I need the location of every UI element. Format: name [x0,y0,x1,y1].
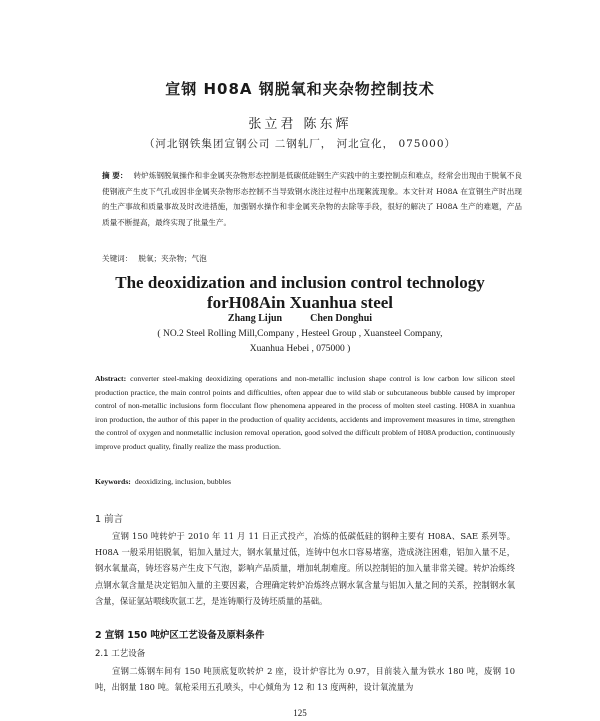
section-2-1-paragraph: 宣钢二炼钢车间有 150 吨顶底复吹转炉 2 座，设计炉容比为 0.97，目前装入量为铁水 180 吨，废钢 10 吨，出钢量 180 吨。氧枪采用五孔喷头，中心倾角为 12 和 13 度两种，设计氧流量为 [95,666,515,693]
english-affiliation [0,327,600,357]
page-number: 125 [293,708,307,718]
english-author-1: Zhang Lijun [227,313,283,324]
english-title-line1: The deoxidization and inclusion control technology [115,273,485,292]
english-keywords [95,477,515,486]
english-abstract-text: converter steel-making deoxidizing operations and non-metallic inclusion shape control is low carbon low silicon steel production practice, the main control points and difficulties, often appear due to wild slab or subcutaneous bubble caused by improper control of non-metallic inclusions form flocculant flow phenomena appeared in the process of molten steel casting. H08A in xuanhua iron production, the author of this paper in the production of quality accidents, accidents and improvement measures in time, strengthen the control of oxygen and nonmetallic inclusion removal operation, good solved the difficult problem of H08A production, continuously improve product quality, finally realize the mass production. [95,374,515,451]
chinese-abstract-text: 转炉炼钢脱氧操作和非金属夹杂物形态控制是低碳低硅钢生产实践中的主要控制点和难点，经常会出现由于脱氧不良使钢液产生皮下气孔或因非金属夹杂物形态控制不当导致钢水浇注过程中出现絮流现象。本文针对 H08A 在宣钢生产时出现的生产事故和质量事故及时改进措施，加强钢水操作和非金属夹杂物的去除等手段，很好的解决了 H08A 生产的难题，产品质量不断提高，最终实现了批量生产。 [102,171,522,227]
section-1-heading: 1 前言 [95,514,124,525]
chinese-title: 宣钢 H08A 钢脱氧和夹杂物控制技术 [165,80,435,98]
english-author-2: Chen Donghui [310,313,373,324]
chinese-affiliation: （河北钢铁集团宣钢公司 二钢轧厂， 河北宣化， 075000） [143,138,457,150]
chinese-keywords-label: 关键词： [102,254,133,263]
chinese-abstract [102,168,522,230]
english-affiliation-line2: Xuanhua Hebei , 075000 ) [249,344,351,354]
english-abstract [95,372,515,453]
chinese-authors: 张立君 陈东辉 [248,117,352,132]
section-2-1-heading: 2.1 工艺设备 [95,649,146,659]
english-keywords-label: Keywords: [95,477,131,486]
english-title-line2: forH08Ain Xuanhua steel [206,293,394,312]
chinese-keywords [102,253,522,265]
english-authors [0,313,600,324]
english-affiliation-line1: ( NO.2 Steel Rolling Mill,Company , Hesteel Group , Xuansteel Company, [157,329,443,339]
chinese-keywords-text: 脱氧；夹杂物；气泡 [138,254,207,263]
section-1-paragraph: 宣钢 150 吨转炉于 2010 年 11 月 11 日正式投产，冶炼的低碳低硅的钢种主要有 H08A、SAE 系列等。H08A 一般采用铝脱氧，铝加入量过大，钢水氧量过低，连铸中包水口容易堵塞，造成浇注困难，铝加入量不足，钢水氧量高，铸坯容易产生皮下气泡，影响产品质量，增加轧制难度。所以控制铝的加入量非常关键。转炉冶炼终点钢水氧含量是决定铝加入量的主要因素，合理确定转炉冶炼终点钢水氧含量与铝加入量之间的关系，控制钢水氧含量，保证氩站喂线吹氩工艺，是连铸顺行及铸坯质量的基础。 [95,531,515,606]
chinese-abstract-label: 摘 要： [102,171,128,180]
section-2-heading: 2 宣钢 150 吨炉区工艺设备及原料条件 [95,630,265,641]
english-abstract-label: Abstract: [95,374,127,383]
english-keywords-text: deoxidizing, inclusion, bubbles [134,477,231,486]
english-title [0,273,600,313]
